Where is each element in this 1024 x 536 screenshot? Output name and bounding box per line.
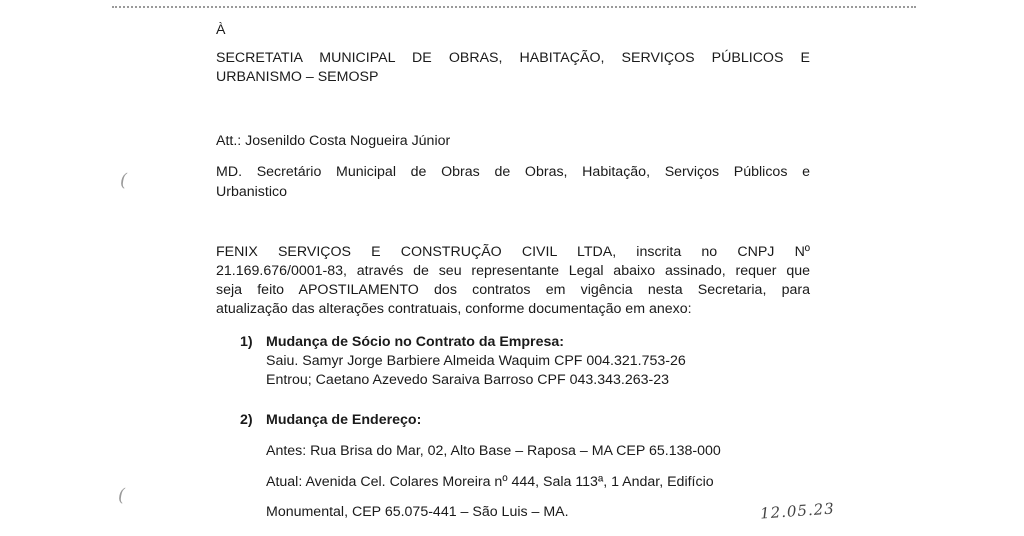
body-line-2: 21.169.676/0001-83, através de seu representante Legal abaixo assinado, requer que bbox=[216, 263, 810, 279]
attention-line: Att.: Josenildo Costa Nogueira Júnior bbox=[216, 133, 451, 149]
item-2-number: 2) bbox=[240, 412, 253, 428]
item-1 bbox=[240, 333, 780, 390]
item-2-title: Mudança de Endereço: bbox=[266, 412, 422, 428]
item-2 bbox=[240, 411, 780, 430]
item-1-number: 1) bbox=[240, 334, 253, 350]
department-line-2: URBANISMO – SEMOSP bbox=[216, 69, 379, 85]
margin-mark-1: ( bbox=[120, 170, 128, 191]
item-2-line-3 bbox=[240, 503, 780, 522]
item-2-line-2 bbox=[240, 473, 780, 492]
role-line-2: Urbanistico bbox=[216, 184, 287, 200]
item-2-line-2-text: Atual: Avenida Cel. Colares Moreira nº 444, Sala 113ª, 1 Andar, Edifício bbox=[266, 474, 714, 490]
body-line-4: atualização das alterações contratuais, conforme documentação em anexo: bbox=[216, 301, 692, 317]
item-1-heading bbox=[240, 333, 780, 352]
item-2-line-1-text: Antes: Rua Brisa do Mar, 02, Alto Base – Raposa – MA CEP 65.138-000 bbox=[266, 443, 721, 459]
addressee-prefix: À bbox=[216, 22, 226, 38]
body-line-3: seja feito APOSTILAMENTO dos contratos em vigência nesta Secretaria, para bbox=[216, 282, 810, 298]
item-1-title: Mudança de Sócio no Contrato da Empresa: bbox=[266, 334, 564, 350]
page-top-border bbox=[112, 6, 916, 8]
item-2-heading bbox=[240, 411, 780, 430]
role-line-1: MD. Secretário Municipal de Obras de Obras, Habitação, Serviços Públicos e bbox=[216, 164, 810, 180]
handwritten-date: 12.05.23 bbox=[759, 499, 836, 523]
item-1-line-2: Entrou; Caetano Azevedo Saraiva Barroso CPF 043.343.263-23 bbox=[266, 372, 670, 388]
body-line-1: FENIX SERVIÇOS E CONSTRUÇÃO CIVIL LTDA, inscrita no CNPJ Nº bbox=[216, 244, 810, 260]
item-1-line-1: Saiu. Samyr Jorge Barbiere Almeida Waquim CPF 004.321.753-26 bbox=[266, 353, 686, 369]
item-2-line-3-text: Monumental, CEP 65.075-441 – São Luis – MA. bbox=[266, 504, 569, 520]
item-2-line-1 bbox=[240, 442, 780, 461]
margin-mark-2: ( bbox=[118, 485, 126, 506]
department-line-1: SECRETATIA MUNICIPAL DE OBRAS, HABITAÇÃO, SERVIÇOS PÚBLICOS E bbox=[216, 50, 810, 66]
